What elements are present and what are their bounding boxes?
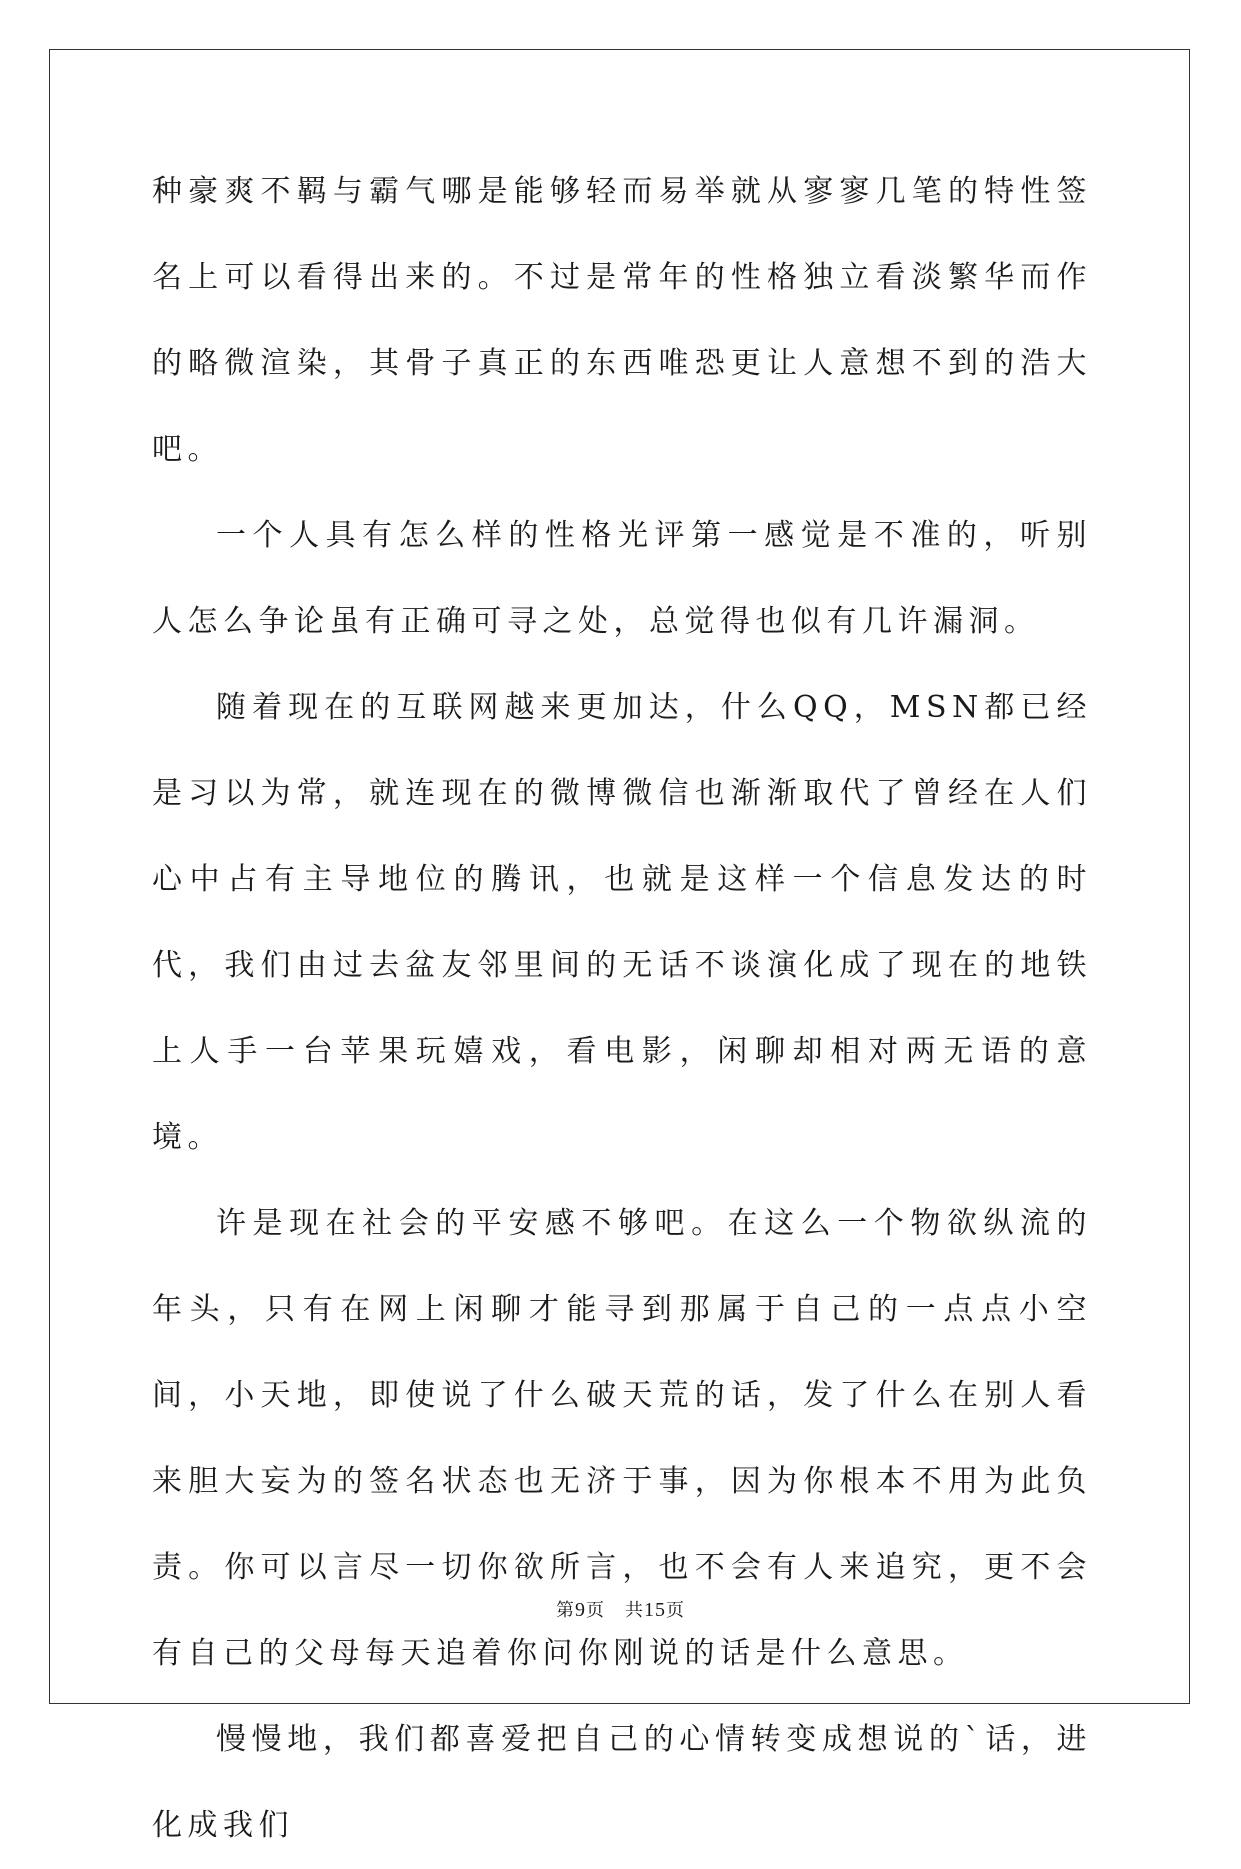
total-suffix: 页 [666, 1600, 685, 1621]
page-footer [0, 1596, 1241, 1622]
page-suffix: 页 [586, 1600, 605, 1621]
page-number: 9 [575, 1599, 586, 1621]
paragraph-3: 随着现在的互联网越来更加达，什么QQ，MSN都已经是习以为常，就连现在的微博微信也渐渐取代了曾经在人们心中占有主导地位的腾讯，也就是这样一个信息发达的时代，我们由过去盆友邻里间的无话不谈演化成了现在的地铁上人手一台苹果玩嬉戏，看电影，闲聊却相对两无语的意境。 [152, 690, 1092, 1155]
paragraph-5: 慢慢地，我们都喜爱把自己的心情转变成想说的`话，进化成我们 [152, 1722, 1092, 1843]
total-pages: 15 [644, 1599, 666, 1621]
page-prefix: 第 [556, 1600, 575, 1621]
total-prefix: 共 [625, 1600, 644, 1621]
paragraph-4: 许是现在社会的平安感不够吧。在这么一个物欲纵流的年头，只有在网上闲聊才能寻到那属于自己的一点点小空间，小天地，即使说了什么破天荒的话，发了什么在别人看来胆大妄为的签名状态也无济于事，因为你根本不用为此负责。你可以言尽一切你欲所言，也不会有人来追究，更不会有自己的父母每天追着你问你刚说的话是什么意思。 [152, 1206, 1092, 1671]
paragraph-2: 一个人具有怎么样的性格光评第一感觉是不准的，听别人怎么争论虽有正确可寻之处，总觉得也似有几许漏洞。 [152, 518, 1092, 639]
paragraph-1: 种豪爽不羁与霸气哪是能够轻而易举就从寥寥几笔的特性签名上可以看得出来的。不过是常年的性格独立看淡繁华而作的略微渲染，其骨子真正的东西唯恐更让人意想不到的浩大吧。 [152, 174, 1092, 467]
